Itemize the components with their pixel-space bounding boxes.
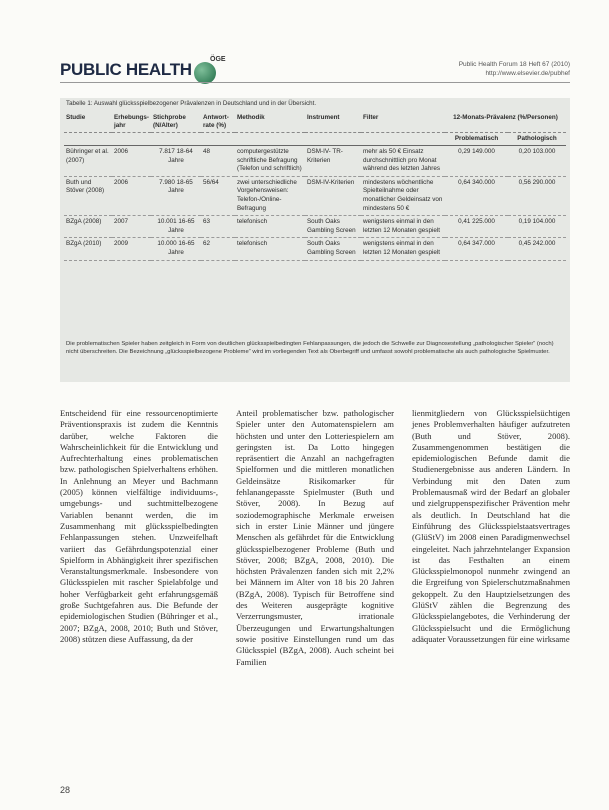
cell: 56/64 bbox=[201, 176, 235, 215]
article-body bbox=[60, 408, 570, 778]
journal-logo: PUBLIC HEALTH bbox=[60, 60, 192, 79]
cell: zwei unterschiedliche Vorgehensweisen: Telefon-/Online-Befragung bbox=[235, 176, 305, 215]
cell: 0,20 103.000 bbox=[508, 146, 566, 177]
col-header: Filter bbox=[361, 112, 445, 133]
cell: South Oaks Gambling Screen bbox=[305, 216, 361, 238]
table-row bbox=[64, 176, 566, 215]
page-number: 28 bbox=[60, 785, 71, 795]
cell: Bühringer et al. (2007) bbox=[64, 146, 112, 177]
col-header: Methodik bbox=[235, 112, 305, 133]
sub-header: Problematisch bbox=[445, 133, 508, 146]
cell: 10.001 16-65 Jahre bbox=[151, 216, 201, 238]
table-row bbox=[64, 146, 566, 177]
cell: 2007 bbox=[112, 216, 151, 238]
globe-icon bbox=[194, 62, 216, 84]
paragraph: lienmitgliedern von Glücksspielsüchtigen jenes Problemverhalten häufiger aufzutreten (Buth und Stöver, 2008). Zusammengenommen bestätigen die epidemiologischen Befunde damit die Studienergebnisse aus anderen Ländern. In Verbindung mit den Daten zum Problemausmaß wird der Bedarf an globaler und zielgruppenspezifischer Prävention mehr als deutlich. In Deutschland hat die Einführung des Glücksspielstaatsvertrages (GlüStV) im 2008 einen Paradigmenwechsel eingeleitet. Nach jahrzehntelanger Expansion ist das Festhalten an einem Glücksspielmonopol nunmehr zwingend an die Ergreifung von Spielerschutzmaßnahmen gekoppelt. Zu den Hauptzielsetzungen des GlüStV zählen die Begrenzung des Glücksspielangebotes, die Verhinderung der Glücksspielsucht und die Ermöglichung adäquater Voraussetzungen für eine wirksame bbox=[412, 408, 570, 644]
cell: Buth und Stöver (2008) bbox=[64, 176, 112, 215]
cell: mindestens wöchentliche Spielteilnahme oder monatlicher Geldeinsatz von mindestens 50 € bbox=[361, 176, 445, 215]
col-header: Studie bbox=[64, 112, 112, 133]
paragraph: Entscheidend für eine ressourcenoptimierte Präventionspraxis ist zudem die Kenntnis darüber, welche Faktoren die Wahrscheinlichkeit für die Entwicklung und Aufrechterhaltung eines problematischen bzw. pathologischen Spielverhaltens erhöhen. In Anlehnung an Meyer und Bachmann (2005) können vielfältige individuums-, umgebungs- und suchtmittelbezogene Variablen benannt werden, die im Zusammenhang mit glücksspielbedingten Fehlanpassungen stehen. Unzweifelhaft variiert das Gefährdungspotenzial einer Spielform in Abhängigkeit ihrer spezifischen Veranstaltungsmerkmale. Insbesondere von Glücksspielen mit rascher Spielabfolge und hoher Verfügbarkeit geht erfahrungsgemäß große Suchtgefahren aus. Die Befunde der epidemiologischen Studien (Bühringer et al., 2007; BZgA, 2008, 2010; Buth und Stöver, 2008) stützen diese Auffassung, da der bbox=[60, 408, 218, 644]
citation-line2[interactable]: http://www.elsevier.de/pubhef bbox=[485, 70, 570, 77]
citation bbox=[459, 60, 570, 78]
cell: telefonisch bbox=[235, 238, 305, 260]
col-header: 12-Monats-Prävalenz (%/Personen) bbox=[445, 112, 566, 133]
cell: 0,64 347.000 bbox=[445, 238, 508, 260]
cell: 0,56 290.000 bbox=[508, 176, 566, 215]
table-footnote: Die problematischen Spieler haben zeitgleich in Form von deutlichen glücksspielbedingten Fehlanpassungen, die jedoch die Schwelle zur Diagnosestellung „pathologischer Spieler“ (noch) nicht überschreiten. Die Bezeichnung „glücksspielbezogene Probleme“ wird im vorliegenden Text als Oberbegriff und umfasst sowohl problematische als auch pathologische Spielmuster. bbox=[66, 341, 554, 355]
cell: 63 bbox=[201, 216, 235, 238]
text-column-2 bbox=[236, 408, 394, 668]
cell: 0,64 340.000 bbox=[445, 176, 508, 215]
cell: 0,41 225.000 bbox=[445, 216, 508, 238]
cell: DSM-IV-Kriterien bbox=[305, 176, 361, 215]
cell: 7.817 18-64 Jahre bbox=[151, 146, 201, 177]
cell: computergestützte schriftliche Befragung (Telefon und schriftlich) bbox=[235, 146, 305, 177]
cell: BZgA (2010) bbox=[64, 238, 112, 260]
cell: 7.980 18-65 Jahre bbox=[151, 176, 201, 215]
table-row bbox=[64, 216, 566, 238]
cell: wenigstens einmal in den letzten 12 Monaten gespielt bbox=[361, 238, 445, 260]
citation-line1: Public Health Forum 18 Heft 67 (2010) bbox=[458, 61, 570, 68]
cell: wenigstens einmal in den letzten 12 Monaten gespielt bbox=[361, 216, 445, 238]
text-column-1 bbox=[60, 408, 218, 645]
logo-small-text: ÖGE bbox=[210, 56, 226, 63]
page-header bbox=[60, 52, 570, 92]
cell: BZgA (2008) bbox=[64, 216, 112, 238]
cell: 2009 bbox=[112, 238, 151, 260]
cell: DSM-IV- TR-Kriterien bbox=[305, 146, 361, 177]
cell: 48 bbox=[201, 146, 235, 177]
paragraph: Anteil problematischer bzw. pathologischer Spieler unter den Automatenspielern am höchsten und unter den Lotteriespielern am geringsten ist. Da Lotto hingegen repräsentiert die Anzahl an nachgefragten Spielformen und die mittleren monatlichen Geldeinsätze Risikomarker für fehlanangepasste Spielmuster (Buth und Stöver, 2008). In Bezug auf soziodemographische Merkmale erweisen sich in erster Linie Männer und jüngere Menschen als gefährdet für die Entwicklung glücksspielbezogener Probleme (Buth und Stöver, 2008; BZgA, 2008, 2010). Die höchsten Prävalenzen fanden sich mit 2,2% bei Männern im Alter von 18 bis 20 Jahren (BZgA, 2008). Typisch für Betroffene sind des Weiteren ausgeprägte kognitive Verzerrungsmuster, irrationale Überzeugungen und Erwartungshaltungen sowie positive Einstellungen rund um das Glücksspiel (BZgA, 2008). Auch scheint bei Familien bbox=[236, 408, 394, 667]
header-rule bbox=[60, 82, 570, 83]
cell: 2006 bbox=[112, 176, 151, 215]
cell: 10.000 16-65 Jahre bbox=[151, 238, 201, 260]
col-header: Antwort-rate (%) bbox=[201, 112, 235, 133]
cell: South Oaks Gambling Screen bbox=[305, 238, 361, 260]
table-caption: Tabelle 1: Auswahl glücksspielbezogener Prävalenzen in Deutschland und in der Übersicht. bbox=[66, 100, 317, 107]
cell: mehr als 50 € Einsatz durchschnittlich pro Monat während des letzten Jahres bbox=[361, 146, 445, 177]
table-box bbox=[60, 98, 570, 382]
prevalence-table bbox=[64, 112, 566, 261]
col-header: Erhebungs-jahr bbox=[112, 112, 151, 133]
cell: 0,19 104.000 bbox=[508, 216, 566, 238]
col-header: Instrument bbox=[305, 112, 361, 133]
cell: 2006 bbox=[112, 146, 151, 177]
table-row bbox=[64, 238, 566, 260]
cell: telefonisch bbox=[235, 216, 305, 238]
cell: 0,29 149.000 bbox=[445, 146, 508, 177]
col-header: Stichprobe (N/Alter) bbox=[151, 112, 201, 133]
text-column-3 bbox=[412, 408, 570, 645]
sub-header: Pathologisch bbox=[508, 133, 566, 146]
cell: 0,45 242.000 bbox=[508, 238, 566, 260]
cell: 62 bbox=[201, 238, 235, 260]
